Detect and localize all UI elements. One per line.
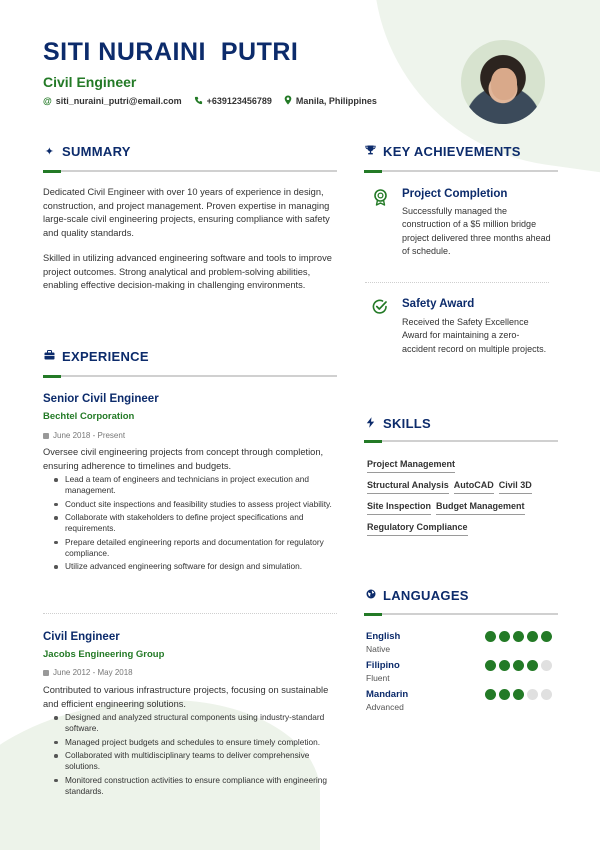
- trophy-icon: [365, 145, 376, 158]
- job-date: June 2018 - Present: [43, 431, 125, 440]
- skill-tag: AutoCAD: [454, 480, 494, 494]
- language-level: Native: [366, 644, 391, 654]
- email-text: siti_nuraini_putri@email.com: [55, 96, 182, 106]
- job-bullets: [43, 474, 339, 575]
- list-item: Collaborate with stakeholders to define project specifications and requirements.: [43, 512, 339, 534]
- list-item: Utilize advanced engineering software for design and simulation.: [43, 561, 339, 572]
- map-pin-icon: [284, 95, 292, 107]
- language-item: [366, 689, 556, 712]
- summary-paragraph-2: Skilled in utilizing advanced engineering software and tools to improve project outcomes. Strong analytical and problem-solving abilities, enabling effective decision-making in challenging environments.: [43, 253, 332, 290]
- list-item: Monitored construction activities to ensure compliance with engineering standards.: [43, 775, 339, 797]
- achievements-divider: [364, 170, 558, 172]
- languages-heading: LANGUAGES: [365, 588, 469, 603]
- contact-phone[interactable]: [194, 95, 272, 107]
- calendar-icon: [43, 433, 49, 439]
- contact-bar: [43, 95, 377, 107]
- contact-email[interactable]: [43, 95, 182, 107]
- languages-divider: [364, 613, 558, 615]
- location-text: Manila, Philippines: [295, 96, 377, 106]
- candidate-name: SITI NURAINI PUTRI: [43, 38, 299, 66]
- skill-tag: Regulatory Compliance: [367, 522, 468, 536]
- skills-list: [367, 459, 559, 536]
- achievement-description: Successfully managed the construction of a $5 million bridge project delivered three months ahead of schedule.: [402, 206, 551, 256]
- skills-heading: SKILLS: [365, 416, 431, 431]
- list-item: Prepare detailed engineering reports and documentation for regulatory compliance.: [43, 537, 339, 559]
- rating-dot-filled: [499, 689, 510, 700]
- skills-divider: [364, 440, 558, 442]
- lightning-icon: [365, 417, 376, 431]
- language-name: Filipino: [366, 660, 400, 671]
- at-icon: @: [43, 96, 52, 106]
- briefcase-icon: [44, 350, 55, 363]
- skill-tag: Budget Management: [436, 501, 525, 515]
- language-item: [366, 660, 556, 683]
- sparkle-icon: ✦: [44, 146, 55, 158]
- list-item: Collaborated with multidisciplinary teams to deliver comprehensive solutions.: [43, 750, 339, 772]
- rating-dot-filled: [527, 631, 538, 642]
- globe-icon: [365, 589, 376, 602]
- rating-dot-filled: [513, 631, 524, 642]
- company-name: Bechtel Corporation: [43, 411, 135, 422]
- phone-icon: [194, 96, 203, 107]
- language-rating: [485, 689, 552, 700]
- job-separator: [43, 613, 337, 614]
- rating-dot-filled: [485, 689, 496, 700]
- achievement-separator: [365, 282, 549, 283]
- language-rating: [485, 660, 552, 671]
- achievement-title: Project Completion: [402, 188, 508, 200]
- calendar-icon: [43, 670, 49, 676]
- rating-dot-empty: [527, 689, 538, 700]
- rating-dot-filled: [541, 631, 552, 642]
- list-item: Managed project budgets and schedules to ensure timely completion.: [43, 737, 339, 748]
- profile-photo: [461, 40, 545, 124]
- rating-dot-filled: [527, 660, 538, 671]
- achievements-heading: KEY ACHIEVEMENTS: [365, 144, 521, 159]
- skill-tag: Project Management: [367, 459, 455, 473]
- experience-heading: EXPERIENCE: [44, 349, 149, 364]
- job-bullets: [43, 712, 339, 799]
- skill-tag: Site Inspection: [367, 501, 431, 515]
- rating-dot-filled: [485, 631, 496, 642]
- list-item: Conduct site inspections and feasibility studies to assess project viability.: [43, 499, 339, 510]
- job-title: Senior Civil Engineer: [43, 393, 159, 405]
- language-name: English: [366, 631, 401, 642]
- summary-divider: [43, 170, 337, 172]
- achievement-description: Received the Safety Excellence Award for maintaining a zero-accident record on multiple projects.: [402, 317, 547, 354]
- experience-divider: [43, 375, 337, 377]
- check-circle-icon: [372, 299, 388, 315]
- rating-dot-empty: [541, 660, 552, 671]
- language-item: [366, 631, 556, 654]
- phone-text: +639123456789: [206, 96, 272, 106]
- rating-dot-filled: [485, 660, 496, 671]
- skill-tag: Structural Analysis: [367, 480, 449, 494]
- job-summary: Contributed to various infrastructure projects, focusing on sustainable and efficient engineering solutions.: [43, 685, 329, 709]
- list-item: Lead a team of engineers and technicians in project execution and management.: [43, 474, 339, 496]
- language-name: Mandarin: [366, 689, 409, 700]
- job-title: Civil Engineer: [43, 631, 120, 643]
- rating-dot-filled: [499, 631, 510, 642]
- skill-tag: Civil 3D: [499, 480, 532, 494]
- language-rating: [485, 631, 552, 642]
- summary-heading: ✦ SUMMARY: [44, 144, 131, 159]
- contact-location: [284, 95, 377, 107]
- language-level: Fluent: [366, 673, 390, 683]
- language-level: Advanced: [366, 702, 404, 712]
- achievement-title: Safety Award: [402, 298, 475, 310]
- rating-dot-filled: [513, 660, 524, 671]
- summary-paragraph-1: Dedicated Civil Engineer with over 10 years of experience in design, construction, and project management. Proven expertise in managing large-scale civil engineering projects, ensuring compliance with safety and quality standards.: [43, 187, 330, 238]
- candidate-role: Civil Engineer: [43, 74, 137, 90]
- job-summary: Oversee civil engineering projects from concept through completion, ensuring adherence to timelines and budgets.: [43, 447, 324, 471]
- rating-dot-filled: [513, 689, 524, 700]
- job-date: June 2012 - May 2018: [43, 668, 133, 677]
- list-item: Designed and analyzed structural components using industry-standard software.: [43, 712, 339, 734]
- award-ribbon-icon: [372, 189, 388, 205]
- rating-dot-filled: [499, 660, 510, 671]
- company-name: Jacobs Engineering Group: [43, 649, 165, 660]
- rating-dot-empty: [541, 689, 552, 700]
